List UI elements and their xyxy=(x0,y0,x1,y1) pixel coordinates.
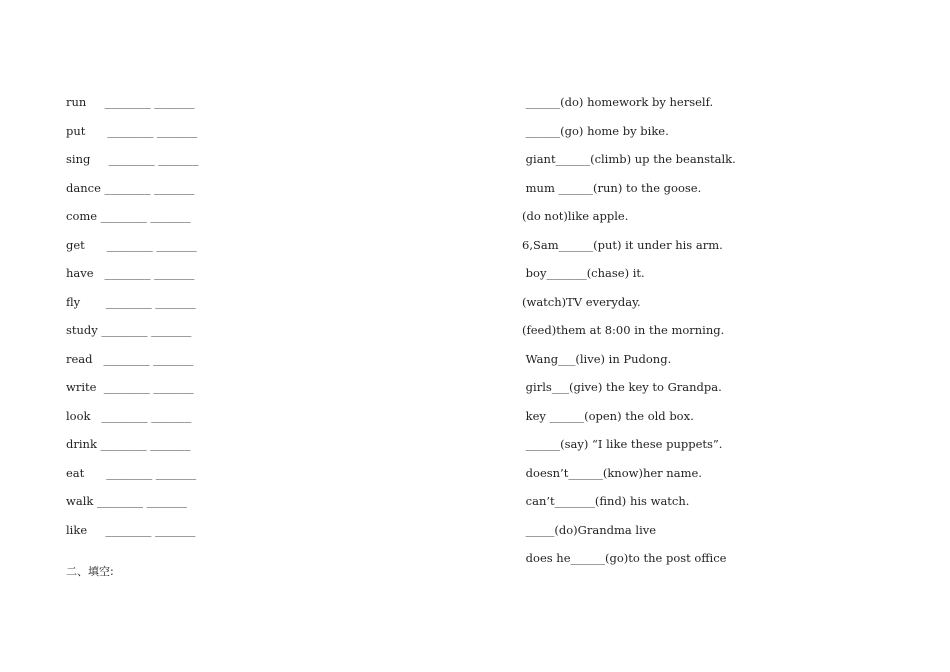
verb-list xyxy=(66,92,426,548)
fill-blank-row: key ______(open) the old box. xyxy=(522,408,694,423)
verb-row: write ________ _______ xyxy=(66,380,194,394)
fill-blank-row: ______(go) home by bike. xyxy=(522,123,669,138)
verb-row: run ________ _______ xyxy=(66,95,195,109)
section-title: 二、填空: xyxy=(66,565,114,578)
verb-row: like ________ _______ xyxy=(66,522,196,537)
verb-row: put ________ _______ xyxy=(66,123,198,138)
fill-blank-row: (do not)like apple. xyxy=(522,209,629,223)
fill-blank-row: ______(do) homework by herself. xyxy=(522,95,714,109)
verb-row: get ________ _______ xyxy=(66,237,197,252)
fill-blank-row: girls___(give) the key to Grandpa. xyxy=(522,380,722,394)
fill-blank-row: _____(do)Grandma live xyxy=(522,522,657,537)
fill-blank-row: (watch)TV everyday. xyxy=(522,294,641,309)
verb-row: sing ________ _______ xyxy=(66,152,199,166)
verb-row: eat ________ _______ xyxy=(66,465,197,480)
verb-row: come ________ _______ xyxy=(66,209,191,223)
fill-blank-row: 6,Sam______(put) it under his arm. xyxy=(522,237,723,252)
fill-blank-row: ______(say) “I like these puppets”. xyxy=(522,437,723,451)
verb-row: dance ________ _______ xyxy=(66,180,195,195)
fill-blank-row: does he______(go)to the post office xyxy=(522,551,727,565)
fill-blank-row: doesn’t______(know)her name. xyxy=(522,465,702,480)
fill-blank-row: boy_______(chase) it. xyxy=(522,266,645,280)
fill-blank-row: Wang___(live) in Pudong. xyxy=(522,351,672,366)
verb-row: read ________ _______ xyxy=(66,351,194,366)
verb-row: drink ________ _______ xyxy=(66,437,191,451)
verb-row: look ________ _______ xyxy=(66,408,192,423)
fill-blank-row: can’t_______(find) his watch. xyxy=(522,494,690,508)
verb-row: fly ________ _______ xyxy=(66,294,196,309)
verb-row: walk ________ _______ xyxy=(66,494,187,508)
fill-blank-row: giant______(climb) up the beanstalk. xyxy=(522,152,736,166)
verb-row: have ________ _______ xyxy=(66,266,195,280)
fill-blank-list xyxy=(522,92,922,577)
fill-blank-row: mum ______(run) to the goose. xyxy=(522,180,702,195)
fill-blank-row: (feed)them at 8:00 in the morning. xyxy=(522,323,725,337)
verb-row: study ________ _______ xyxy=(66,323,192,337)
